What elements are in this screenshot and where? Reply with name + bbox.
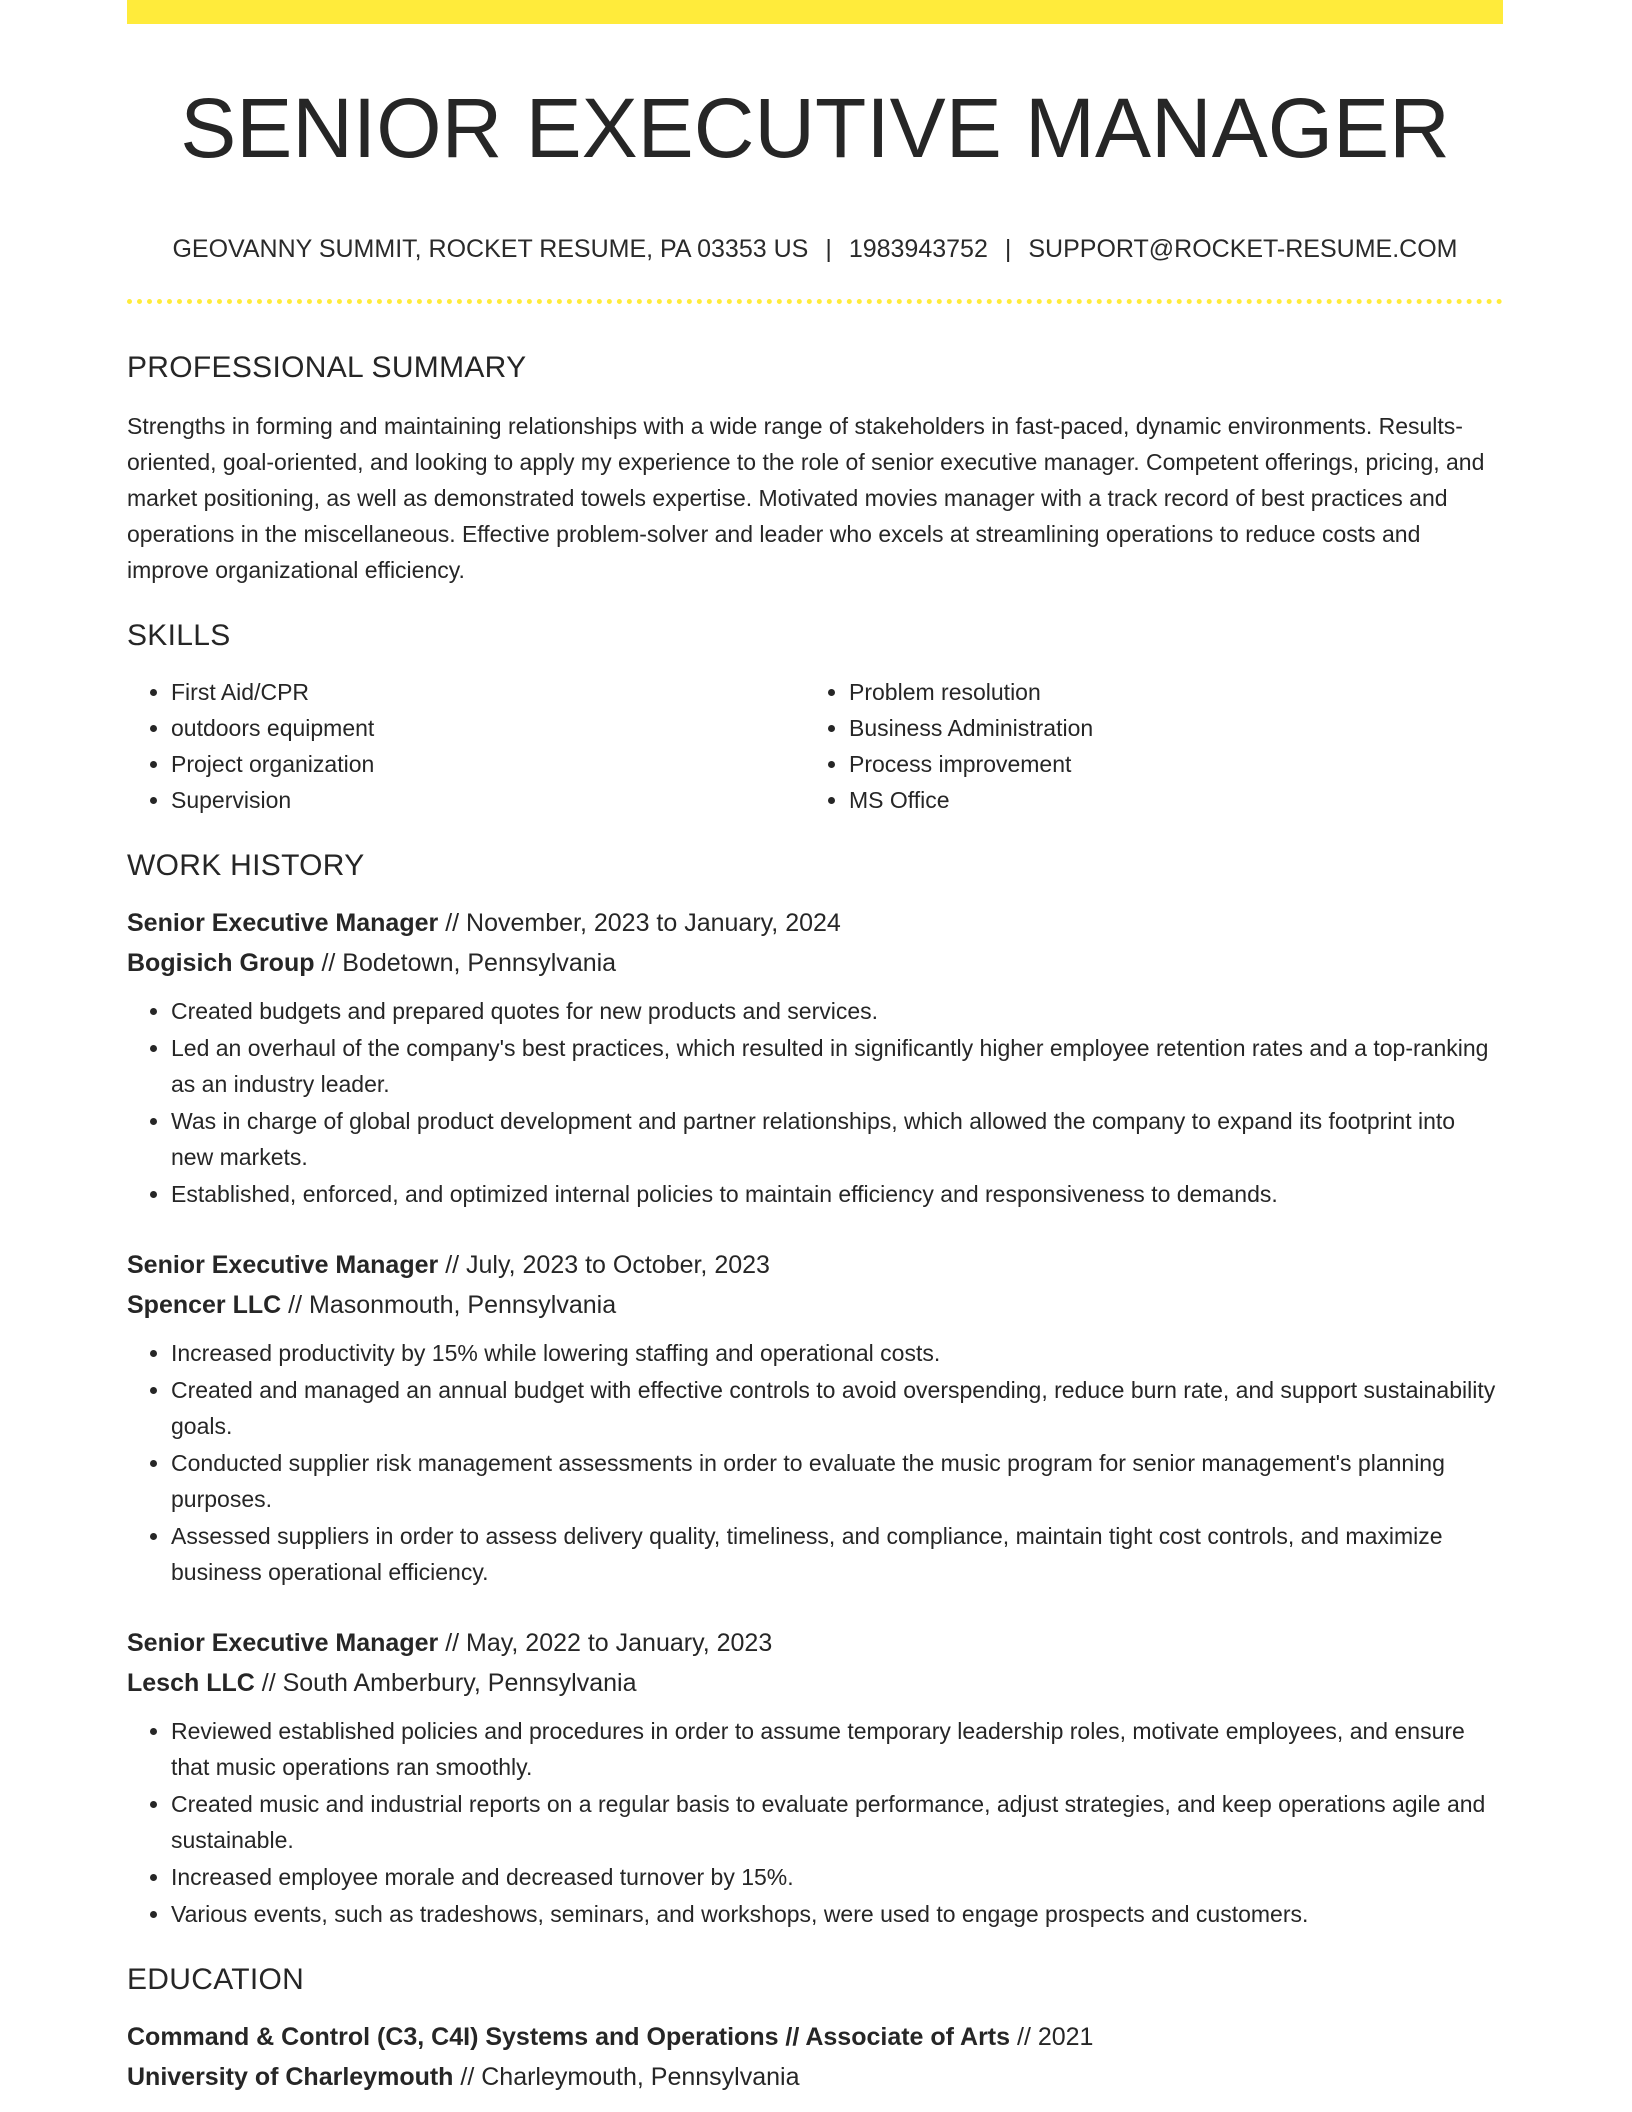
job-bullet: • Assessed suppliers in order to assess delivery quality, timeliness, and compliance, maintain tight cost controls, and maximize business operational efficiency. bbox=[171, 1518, 1503, 1590]
skills-grid bbox=[127, 674, 1503, 818]
job-bullets bbox=[127, 1335, 1503, 1590]
skill-item: • First Aid/CPR bbox=[171, 674, 805, 710]
education-year: // 2021 bbox=[1017, 2023, 1094, 2051]
education-heading: EDUCATION bbox=[127, 1963, 305, 1996]
job-bullet: • Increased employee morale and decreased turnover by 15%. bbox=[171, 1859, 1503, 1895]
contact-separator: | bbox=[1004, 235, 1012, 263]
dotted-divider bbox=[127, 299, 1503, 304]
job-dates: // November, 2023 to January, 2024 bbox=[445, 909, 841, 937]
job-bullet: • Created and managed an annual budget with effective controls to avoid overspending, reduce burn rate, and support sustainability goals. bbox=[171, 1372, 1503, 1444]
job-company: Lesch LLC bbox=[127, 1669, 255, 1697]
job-role: Senior Executive Manager bbox=[127, 1251, 439, 1279]
contact-email: SUPPORT@ROCKET-RESUME.COM bbox=[1028, 235, 1458, 263]
job-bullet: • Various events, such as tradeshows, seminars, and workshops, were used to engage prospects and customers. bbox=[171, 1896, 1503, 1932]
education-location: // Charleymouth, Pennsylvania bbox=[460, 2063, 800, 2091]
summary-text: Strengths in forming and maintaining relationships with a wide range of stakeholders in fast-paced, dynamic environments. Results-oriented, goal-oriented, and looking to apply my experience to the role of senior executive manager. Competent offerings, pricing, and market positioning, as well as demonstrated towels expertise. Motivated movies manager with a track record of best practices and operations in the miscellaneous. Effective problem-solver and leader who excels at streamlining operations to reduce costs and improve organizational efficiency. bbox=[127, 413, 1485, 583]
job-bullet: • Established, enforced, and optimized internal policies to maintain efficiency and responsiveness to demands. bbox=[171, 1176, 1503, 1212]
job-role: Senior Executive Manager bbox=[127, 1629, 439, 1657]
skills-list-right bbox=[805, 674, 1483, 818]
summary-heading: PROFESSIONAL SUMMARY bbox=[127, 351, 527, 384]
contact-separator: | bbox=[825, 235, 832, 263]
education-entry bbox=[127, 2017, 1503, 2097]
contact-line bbox=[127, 234, 1503, 264]
skill-item: • Project organization bbox=[171, 746, 805, 782]
job-bullet: • Was in charge of global product development and partner relationships, which allowed the company to expand its footprint into new markets. bbox=[171, 1103, 1503, 1175]
skill-item: • Problem resolution bbox=[849, 674, 1483, 710]
education-degree: Command & Control (C3, C4I) Systems and Operations // Associate of Arts bbox=[127, 2023, 1011, 2051]
job-bullets bbox=[127, 993, 1503, 1212]
job-bullets bbox=[127, 1713, 1503, 1932]
resume-title: SENIOR EXECUTIVE MANAGER bbox=[180, 81, 1450, 175]
skill-item: • outdoors equipment bbox=[171, 710, 805, 746]
work-history-heading: WORK HISTORY bbox=[127, 849, 365, 882]
job-location: // South Amberbury, Pennsylvania bbox=[261, 1669, 637, 1697]
education-school-line bbox=[127, 2057, 1503, 2097]
skill-item: • Supervision bbox=[171, 782, 805, 818]
job-role: Senior Executive Manager bbox=[127, 909, 439, 937]
job-company-line bbox=[127, 943, 1503, 983]
skills-heading: SKILLS bbox=[127, 619, 231, 652]
skill-item: • MS Office bbox=[849, 782, 1483, 818]
contact-phone: 1983943752 bbox=[848, 235, 988, 263]
job-role-line bbox=[127, 903, 1503, 943]
job-dates: // July, 2023 to October, 2023 bbox=[445, 1251, 770, 1279]
resume-page bbox=[127, 0, 1503, 2097]
accent-top-bar bbox=[127, 0, 1503, 24]
job-company: Bogisich Group bbox=[127, 949, 315, 977]
job-location: // Bodetown, Pennsylvania bbox=[321, 949, 617, 977]
job-company-line bbox=[127, 1285, 1503, 1325]
job-entry bbox=[127, 903, 1503, 1212]
job-bullet: • Conducted supplier risk management assessments in order to evaluate the music program for senior management's planning purposes. bbox=[171, 1445, 1503, 1517]
job-bullet: • Led an overhaul of the company's best practices, which resulted in significantly higher employee retention rates and a top-ranking as an industry leader. bbox=[171, 1030, 1503, 1102]
job-location: // Masonmouth, Pennsylvania bbox=[288, 1291, 617, 1319]
job-company: Spencer LLC bbox=[127, 1291, 282, 1319]
job-entry bbox=[127, 1245, 1503, 1590]
job-entry bbox=[127, 1623, 1503, 1932]
education-school: University of Charleymouth bbox=[127, 2063, 454, 2091]
job-bullet: • Created budgets and prepared quotes for new products and services. bbox=[171, 993, 1503, 1029]
job-role-line bbox=[127, 1245, 1503, 1285]
job-bullet: • Increased productivity by 15% while lowering staffing and operational costs. bbox=[171, 1335, 1503, 1371]
education-degree-line bbox=[127, 2017, 1503, 2057]
job-bullet: • Created music and industrial reports on a regular basis to evaluate performance, adjust strategies, and keep operations agile and sustainable. bbox=[171, 1786, 1503, 1858]
job-company-line bbox=[127, 1663, 1503, 1703]
job-dates: // May, 2022 to January, 2023 bbox=[445, 1629, 773, 1657]
job-bullet: • Reviewed established policies and procedures in order to assume temporary leadership roles, motivate employees, and ensure that music operations ran smoothly. bbox=[171, 1713, 1503, 1785]
contact-address: GEOVANNY SUMMIT, ROCKET RESUME, PA 03353 US bbox=[172, 235, 809, 263]
skills-list-left bbox=[127, 674, 805, 818]
job-role-line bbox=[127, 1623, 1503, 1663]
skill-item: • Business Administration bbox=[849, 710, 1483, 746]
skill-item: • Process improvement bbox=[849, 746, 1483, 782]
